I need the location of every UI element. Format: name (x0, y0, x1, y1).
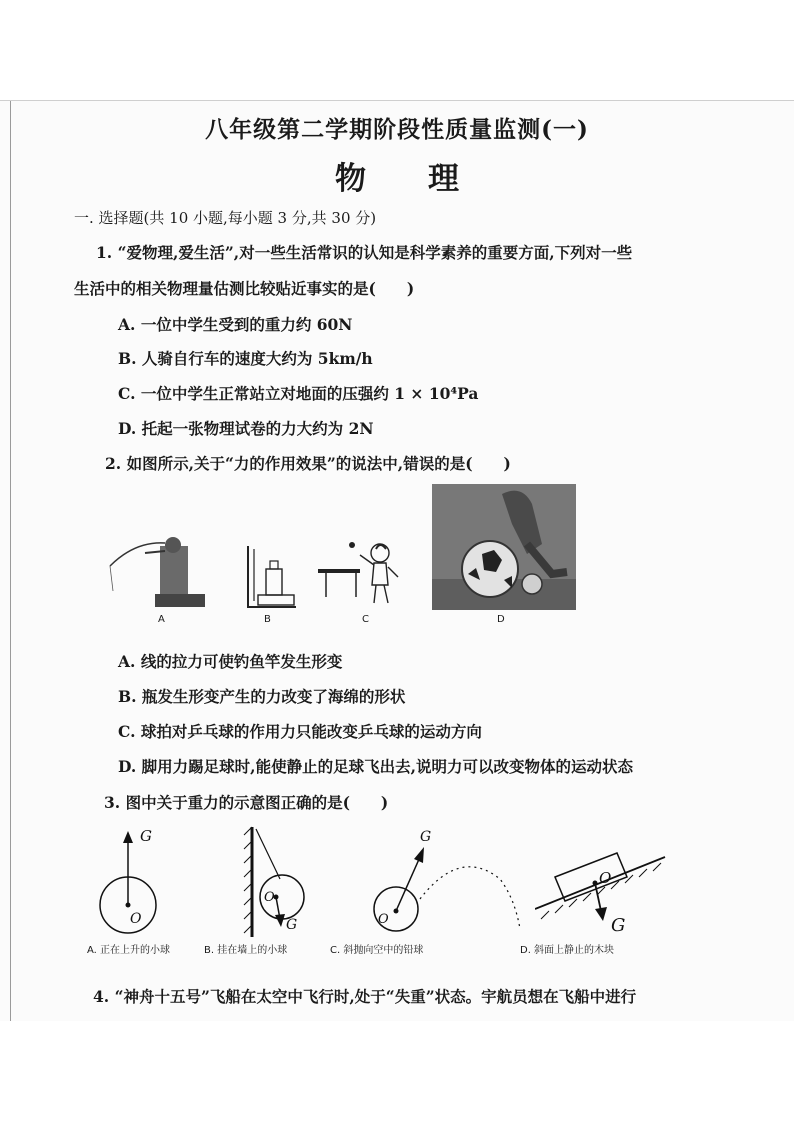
center-label-o: O (130, 911, 142, 927)
q1-option-c: C. 一位中学生正常站立对地面的压强约 1 × 10⁴Pa (118, 384, 479, 403)
q2-option-c: C. 球拍对乒乓球的作用力只能改变乒乓球的运动方向 (118, 722, 482, 741)
q2-option-b: B. 瓶发生形变产生的力改变了海绵的形状 (118, 687, 406, 706)
pingpong-player-icon (316, 537, 406, 611)
gravity-label-g-c: G (420, 829, 432, 845)
gravity-diagram-c (360, 819, 530, 939)
gravity-label-g-b: G (286, 917, 298, 933)
q2-fig-label-a: A (158, 614, 165, 625)
left-margin-rule (10, 101, 11, 1021)
q2-fig-label-b: B (264, 614, 271, 625)
section-heading: 一. 选择题(共 10 小题,每小题 3 分,共 30 分) (74, 209, 377, 227)
exam-title: 八年级第二学期阶段性质量监测(一) (205, 116, 589, 143)
q1-option-a: A. 一位中学生受到的重力约 60N (118, 315, 353, 334)
q1-option-b: B. 人骑自行车的速度大约为 5km/h (118, 349, 373, 368)
gravity-diagram-a (90, 819, 170, 939)
bottle-on-sponge-icon (240, 541, 300, 611)
subject-title: 物 理 (335, 161, 459, 197)
center-label-o-b: O (264, 890, 275, 905)
q3-caption-c: C. 斜抛向空中的铅球 (330, 945, 424, 956)
gravity-diagram-b (240, 819, 320, 939)
q2-option-a: A. 线的拉力可使钓鱼竿发生形变 (118, 652, 343, 671)
gravity-label-g: G (140, 827, 152, 845)
q2-fig-label-c: C (362, 614, 369, 625)
exam-sheet (0, 100, 794, 1021)
q1-stem-line2: 生活中的相关物理量估测比较贴近事实的是( ) (74, 279, 415, 298)
gravity-diagram-d (535, 839, 675, 939)
q4-stem-line1: 4. “神舟十五号”飞船在太空中飞行时,处于“失重”状态。宇航员想在飞船中进行 (93, 987, 637, 1006)
gravity-label-g-d: G (611, 915, 626, 936)
fishing-person-icon (105, 531, 215, 611)
q1-option-d: D. 托起一张物理试卷的力大约为 2N (118, 419, 374, 438)
q2-fig-label-d: D (497, 614, 505, 625)
q3-caption-a: A. 正在上升的小球 (87, 945, 171, 956)
q1-stem-line1: 1. “爱物理,爱生活”,对一些生活常识的认知是科学素养的重要方面,下列对一些 (96, 243, 633, 262)
q3-caption-b: B. 挂在墙上的小球 (204, 945, 288, 956)
q3-caption-d: D. 斜面上静止的木块 (520, 945, 615, 956)
center-label-o-d: O (599, 869, 612, 887)
q2-option-d: D. 脚用力踢足球时,能使静止的足球飞出去,说明力可以改变物体的运动状态 (118, 757, 633, 776)
soccer-kick-photo (432, 484, 576, 610)
q3-stem: 3. 图中关于重力的示意图正确的是( ) (104, 793, 389, 812)
q2-stem: 2. 如图所示,关于“力的作用效果”的说法中,错误的是( ) (105, 454, 511, 473)
center-label-o-c: O (378, 912, 389, 927)
